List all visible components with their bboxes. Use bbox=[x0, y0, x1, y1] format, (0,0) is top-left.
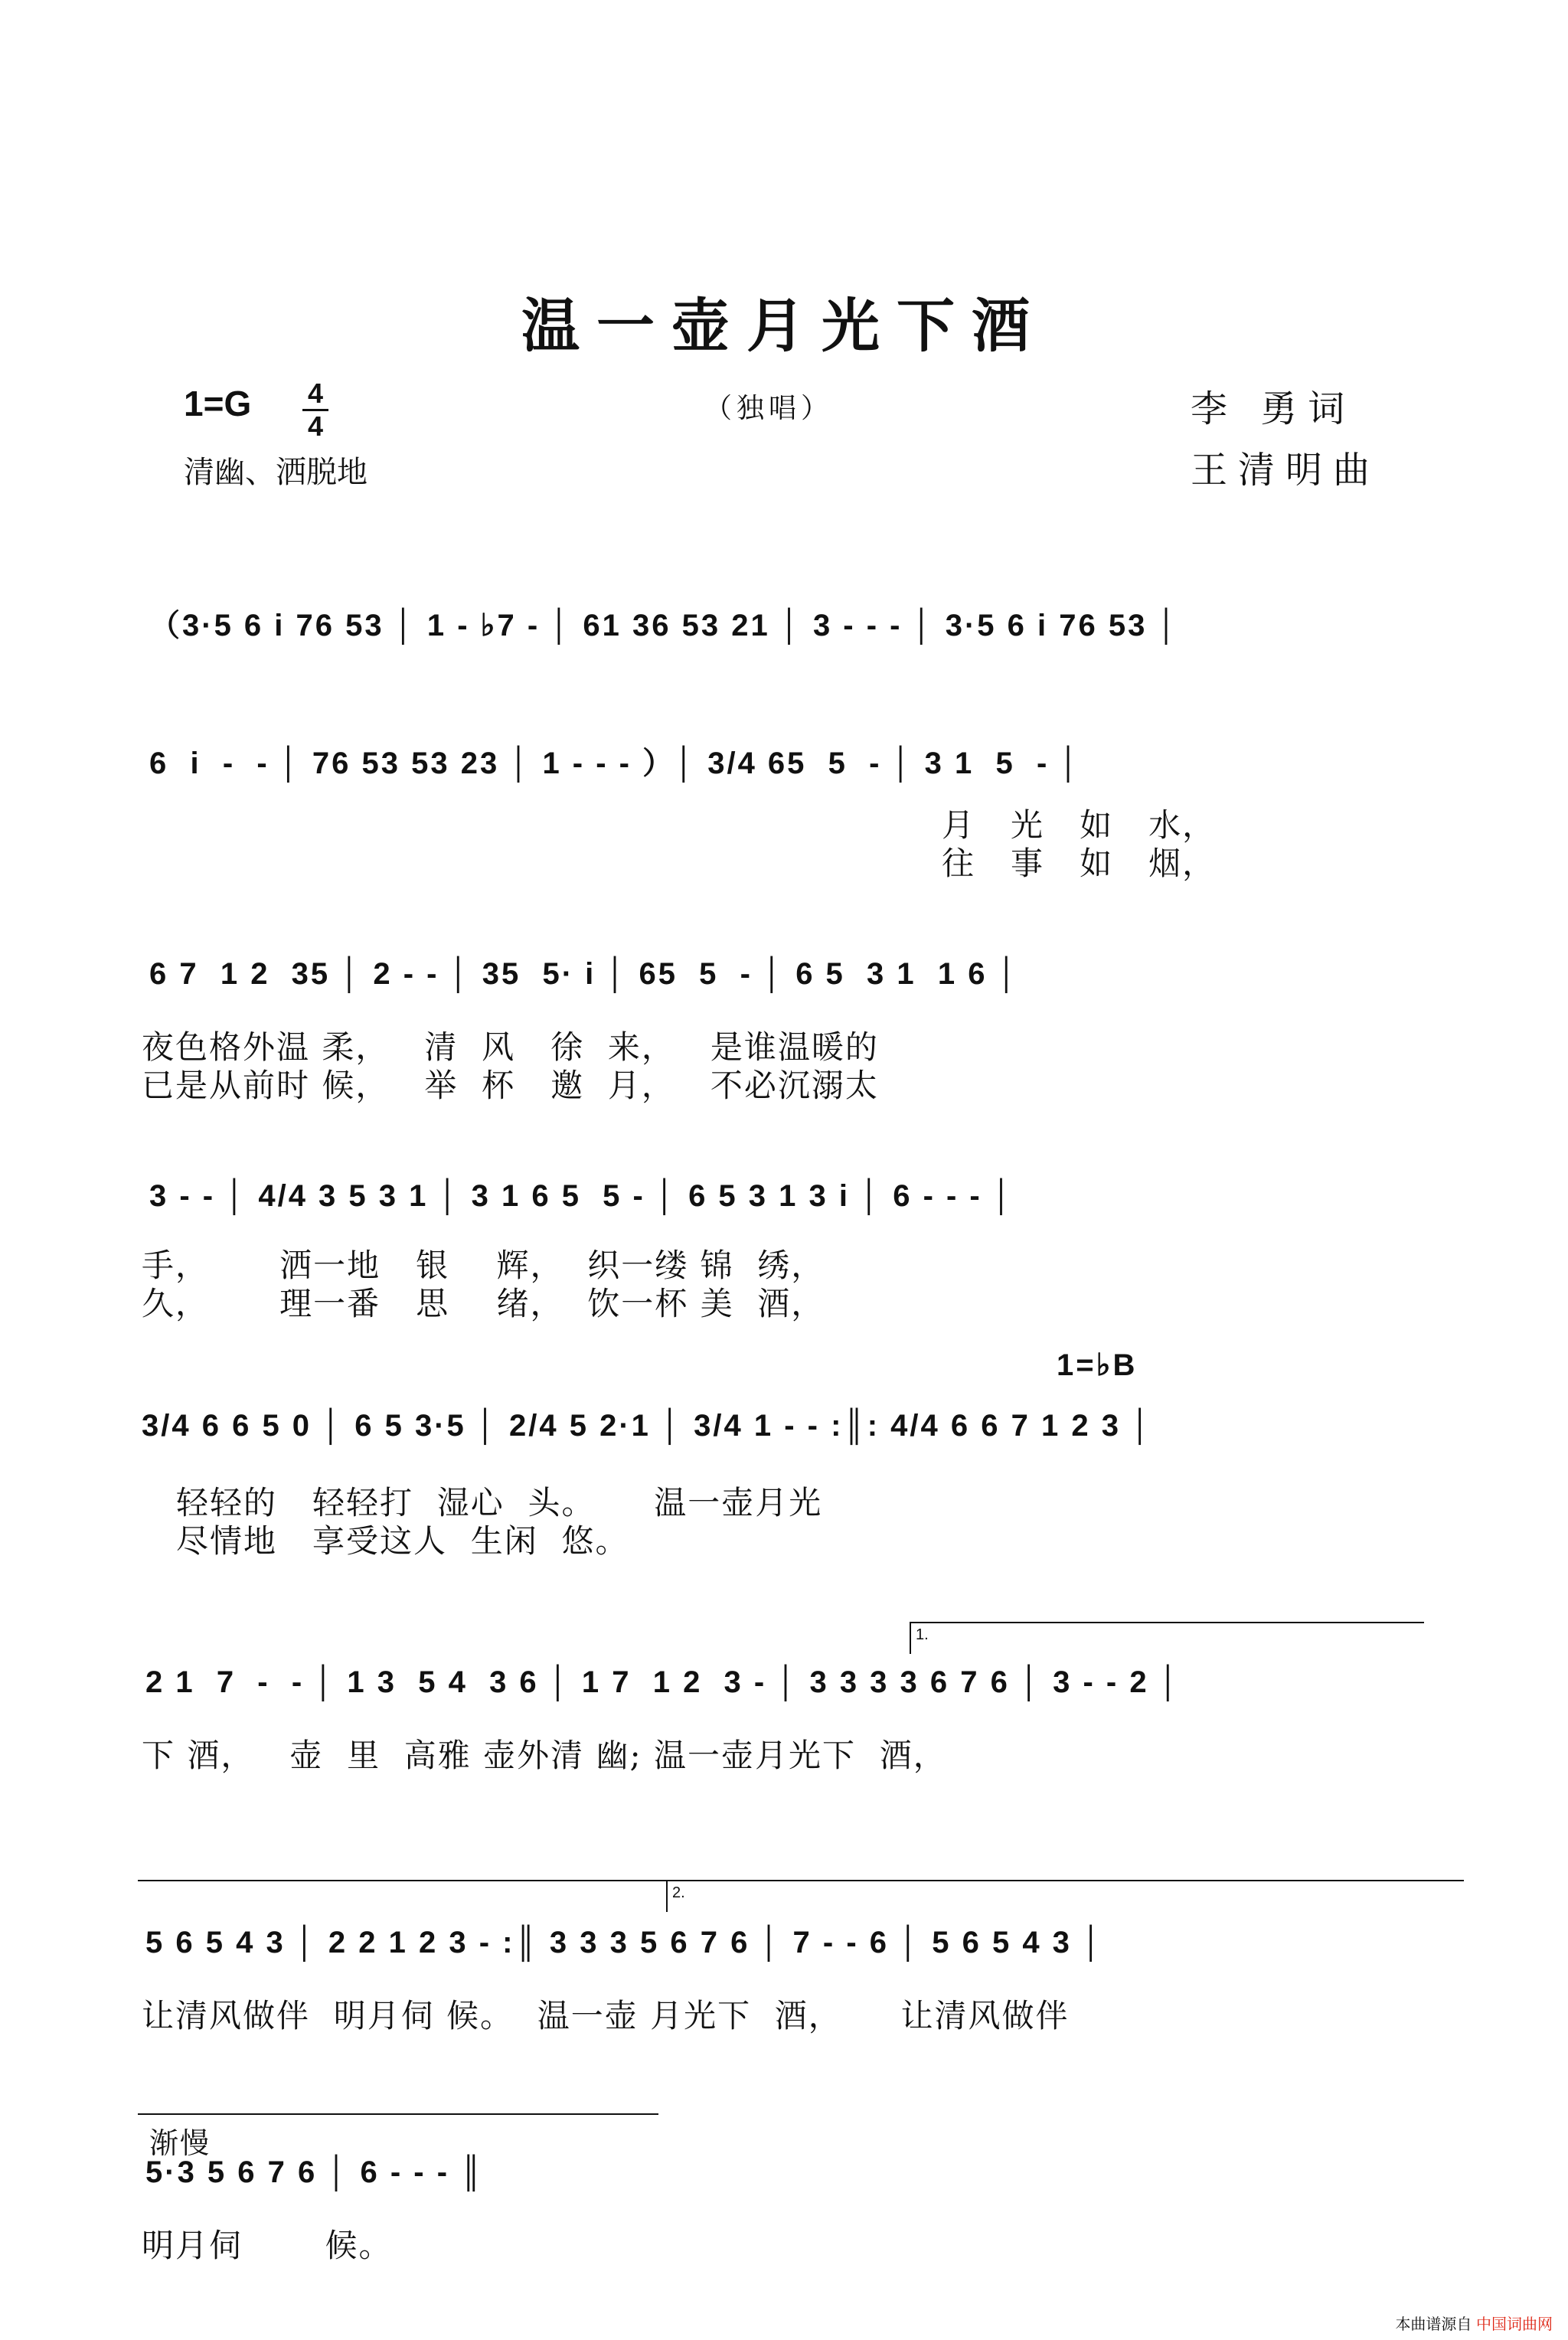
system-6-notes: 2 1 7 - - │ 1 3 5 4 3 6 │ 1 7 1 2 3 - │ 3 3 3 3 6 7 6 │ 3 - - 2 │ bbox=[145, 1665, 1181, 1699]
volta-1-label: 1. bbox=[916, 1626, 929, 1643]
system-8-lyrics-1: 明月伺 候。 bbox=[142, 2227, 393, 2264]
system-2-lyrics-2: 往 事 如 烟， bbox=[942, 845, 1217, 882]
system-2-lyrics-1: 月 光 如 水， bbox=[942, 806, 1217, 844]
time-bottom: 4 bbox=[307, 410, 324, 442]
watermark bbox=[1395, 2312, 1553, 2334]
rit-line bbox=[138, 2113, 658, 2115]
system-3-lyrics-1: 夜色格外温 柔， 清 风 徐 来， 是谁温暖的 bbox=[142, 1028, 879, 1066]
volta-2-label: 2. bbox=[672, 1884, 685, 1901]
system-4-lyrics-2: 久， 理一番 思 绪， 饮一杯 美 酒， bbox=[142, 1285, 825, 1322]
volta-1-bracket bbox=[910, 1622, 1424, 1654]
watermark-source: 本曲谱源自 bbox=[1395, 2316, 1472, 2333]
system-2-notes: 6 i - - │ 76 53 53 23 │ 1 - - - ）│ 3/4 65 5 - │ 3 1 5 - │ bbox=[149, 747, 1082, 780]
system-5-lyrics-1: 轻轻的 轻轻打 湿心 头。 温一壶月光 bbox=[176, 1484, 823, 1521]
system-7-notes: 5 6 5 4 3 │ 2 2 1 2 3 - :║ 3 3 3 5 6 7 6 │ 7 - - 6 │ 5 6 5 4 3 │ bbox=[145, 1926, 1105, 1959]
volta-line bbox=[138, 1880, 666, 1881]
ritardando-marking: 渐慢 bbox=[149, 2126, 211, 2160]
composer-credit: 王清明曲 bbox=[1191, 449, 1381, 492]
volta-2-bracket bbox=[666, 1880, 1464, 1912]
system-6-lyrics-1: 下 酒， 壶 里 高雅 壶外清 幽; 温一壶月光下 酒， bbox=[142, 1737, 947, 1774]
lyricist-credit: 李 勇词 bbox=[1191, 387, 1356, 430]
tempo-marking: 清幽、洒脱地 bbox=[184, 455, 368, 490]
time-top: 4 bbox=[307, 377, 324, 409]
time-signature bbox=[302, 378, 328, 442]
system-4-notes: 3 - - │ 4/4 3 5 3 1 │ 3 1 6 5 5 - │ 6 5 3 1 3 i │ 6 - - - │ bbox=[149, 1179, 1014, 1213]
system-3-lyrics-2: 已是从前时 候， 举 杯 邀 月， 不必沉溺太 bbox=[142, 1067, 879, 1104]
system-5-lyrics-2: 尽情地 享受这人 生闲 悠。 bbox=[176, 1522, 629, 1560]
key-change: 1=♭B bbox=[1057, 1348, 1138, 1382]
system-8-notes: 5·3 5 6 7 6 │ 6 - - - ║ bbox=[145, 2155, 485, 2189]
key-signature: 1=G bbox=[184, 384, 252, 423]
system-7-lyrics-1: 让清风做伴 明月伺 候。 温一壶 月光下 酒， 让清风做伴 bbox=[142, 1997, 1070, 2034]
system-5-notes: 3/4 6 6 5 0 │ 6 5 3·5 │ 2/4 5 2·1 │ 3/4 1 - - :║: 4/4 6 6 7 1 2 3 │ bbox=[142, 1409, 1154, 1443]
performance-note: （独唱） bbox=[704, 393, 834, 424]
system-1-notes: （3·5 6 i 76 53 │ 1 - ♭7 - │ 61 36 53 21 │ 3 - - - │ 3·5 6 i 76 53 │ bbox=[149, 609, 1180, 642]
song-title: 温一壶月光下酒 bbox=[521, 292, 1047, 360]
system-3-notes: 6 7 1 2 35 │ 2 - - │ 35 5· i │ 65 5 - │ 6 5 3 1 1 6 │ bbox=[149, 957, 1020, 991]
system-4-lyrics-1: 手， 洒一地 银 辉， 织一缕 锦 绣， bbox=[142, 1247, 825, 1284]
watermark-site: 中国词曲网 bbox=[1476, 2316, 1553, 2333]
